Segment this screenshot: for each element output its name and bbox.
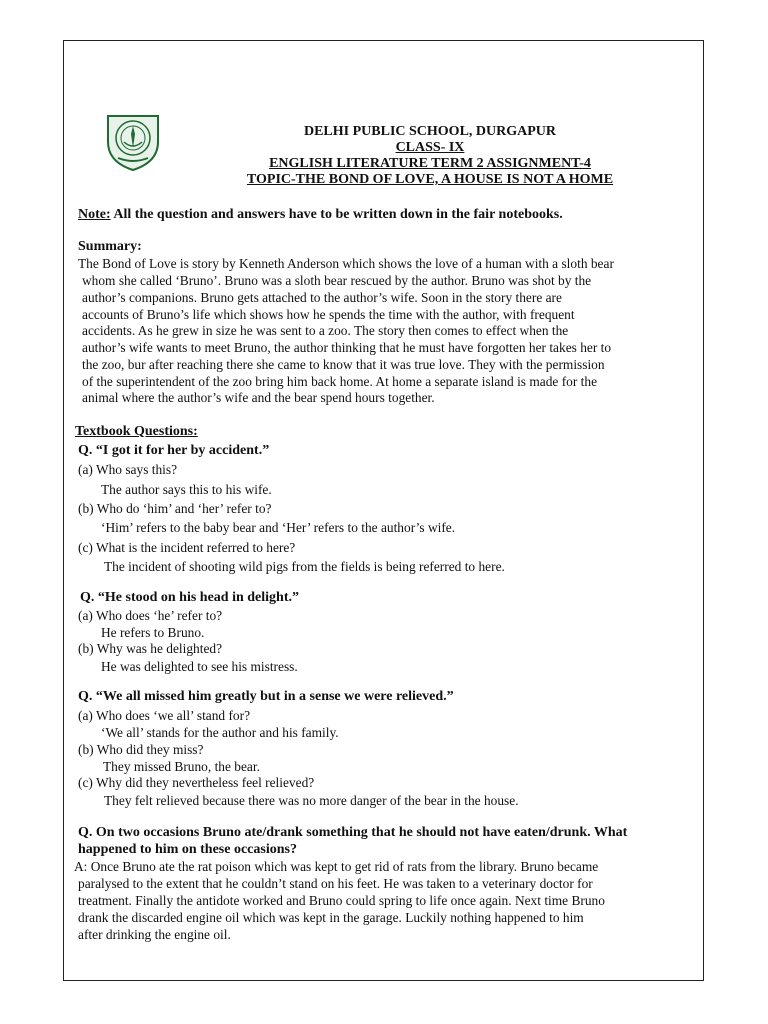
- answer-3a: ‘We all’ stands for the author and his family.: [101, 725, 339, 740]
- answer-2b: He was delighted to see his mistress.: [101, 659, 298, 674]
- question-1c: (c) What is the incident referred to here?: [78, 540, 296, 555]
- note-label: Note:: [78, 207, 111, 222]
- summary-line: author’s wife wants to meet Bruno, the author thinking that he must have forgotten her takes her to: [82, 340, 612, 355]
- summary-line: accidents. As he grew in size he was sent to a zoo. The story then comes to effect when the: [82, 323, 569, 338]
- question-1-title: Q. “I got it for her by accident.”: [78, 443, 270, 458]
- question-4-title-cont: happened to him on these occasions?: [78, 842, 297, 857]
- answer-1b: ‘Him’ refers to the baby bear and ‘Her’ refers to the author’s wife.: [101, 520, 456, 535]
- summary-line: accounts of Bruno’s life which shows how he spends the time with the author, with frequent: [82, 307, 575, 322]
- summary-line: the zoo, bur after reaching there she came to know that it was true love. They with the permission: [82, 357, 605, 372]
- question-2a: (a) Who does ‘he’ refer to?: [78, 608, 223, 623]
- answer-4-line: after drinking the engine oil.: [78, 927, 231, 942]
- class-label: CLASS- IX: [395, 140, 465, 155]
- answer-2a: He refers to Bruno.: [101, 625, 205, 640]
- summary-line: whom she called ‘Bruno’. Bruno was a sloth bear rescued by the author. Bruno was shot by the: [82, 273, 592, 288]
- school-name: DELHI PUBLIC SCHOOL, DURGAPUR: [303, 124, 557, 139]
- answer-1c: The incident of shooting wild pigs from the fields is being referred to here.: [104, 559, 505, 574]
- answer-4-line: drank the discarded engine oil which was kept in the garage. Luckily nothing happened to him: [78, 910, 584, 925]
- question-3-title: Q. “We all missed him greatly but in a sense we were relieved.”: [78, 689, 454, 704]
- answer-3b: They missed Bruno, the bear.: [103, 759, 260, 774]
- question-3a: (a) Who does ‘we all’ stand for?: [78, 708, 251, 723]
- assignment-title: ENGLISH LITERATURE TERM 2 ASSIGNMENT-4: [269, 156, 591, 171]
- school-logo-emblem: [104, 112, 162, 172]
- question-2b: (b) Why was he delighted?: [78, 641, 223, 656]
- question-1a: (a) Who says this?: [78, 462, 178, 477]
- note: [78, 207, 563, 223]
- answer-4-line: A: Once Bruno ate the rat poison which was kept to get rid of rats from the library. Bruno became: [74, 859, 599, 874]
- question-3c: (c) Why did they nevertheless feel relieved?: [78, 775, 315, 790]
- question-1b: (b) Who do ‘him’ and ‘her’ refer to?: [78, 501, 272, 516]
- summary-line: The Bond of Love is story by Kenneth Anderson which shows the love of a human with a sloth bear: [78, 256, 614, 271]
- summary-heading: Summary:: [78, 239, 142, 254]
- question-2-title: Q. “He stood on his head in delight.”: [80, 590, 299, 605]
- question-4-title: Q. On two occasions Bruno ate/drank something that he should not have eaten/drunk. What: [78, 825, 628, 840]
- answer-4-line: treatment. Finally the antidote worked and Bruno could spring to life once again. Next time Bruno: [78, 893, 605, 908]
- topic-title: TOPIC-THE BOND OF LOVE, A HOUSE IS NOT A HOME: [246, 172, 614, 187]
- answer-1a: The author says this to his wife.: [101, 482, 272, 497]
- question-3b: (b) Who did they miss?: [78, 742, 204, 757]
- note-text: All the question and answers have to be written down in the fair notebooks.: [110, 207, 563, 222]
- summary-line: of the superintendent of the zoo bring him back home. At home a separate island is made for the: [82, 374, 598, 389]
- summary-line: author’s companions. Bruno gets attached to the author’s wife. Soon in the story there are: [82, 290, 562, 305]
- answer-4-line: paralysed to the extent that he couldn’t stand on his feet. He was taken to a veterinary doctor for: [78, 876, 593, 891]
- summary-line: animal where the author’s wife and the bear spend hours together.: [82, 390, 435, 405]
- answer-3c: They felt relieved because there was no more danger of the bear in the house.: [104, 793, 519, 808]
- textbook-heading: Textbook Questions:: [75, 424, 198, 439]
